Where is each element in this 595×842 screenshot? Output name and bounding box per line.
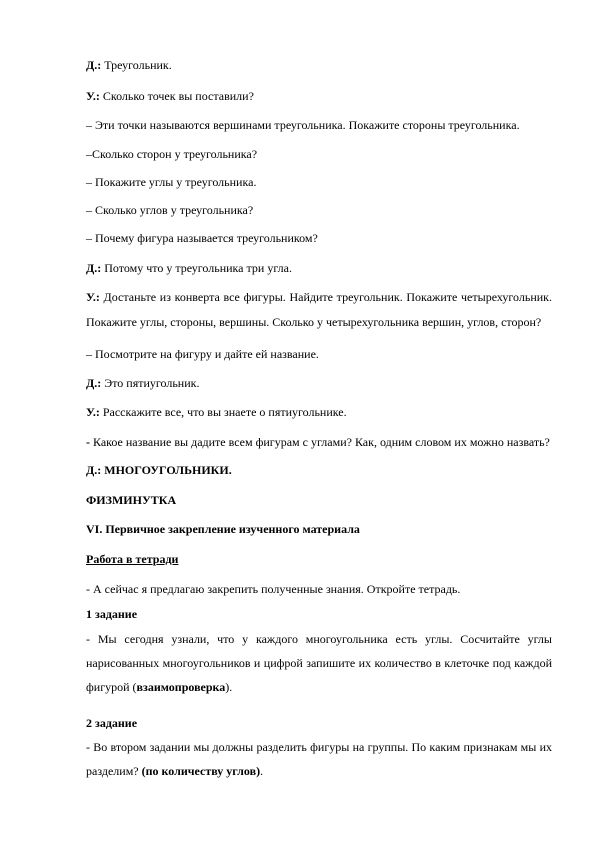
dialogue-line <box>86 405 347 419</box>
line-text: Какое название вы дадите всем фигурам с углами? Как, одним словом их можно назвать? <box>90 435 550 449</box>
paragraph-line: - Мы сегодня узнали, что у каждого многоугольника есть углы. Сосчитайте углы <box>86 632 552 646</box>
dialogue-line: – Почему фигура называется треугольником? <box>86 231 318 245</box>
paragraph-line <box>86 764 263 778</box>
task-heading-2: 2 задание <box>86 716 138 730</box>
emphasis-text: взаимопроверка <box>136 680 226 694</box>
dialogue-line: –Сколько сторон у треугольника? <box>86 147 258 161</box>
speaker-label: Д.: <box>86 261 102 275</box>
subheading-notebook-work: Работа в тетради <box>86 552 179 566</box>
dialogue-line <box>86 261 292 275</box>
speaker-label: У.: <box>86 405 100 419</box>
dialogue-line <box>86 376 199 390</box>
line-text: Это пятиугольник. <box>101 376 200 390</box>
line-text: фигурой ( <box>86 680 137 694</box>
speaker-label: Д.: <box>86 376 102 390</box>
dialogue-line <box>86 58 172 72</box>
speaker-label: Д.: <box>86 58 102 72</box>
task-heading-1: 1 задание <box>86 607 138 621</box>
section-heading-vi: VI. Первичное закрепление изученного материала <box>86 522 360 536</box>
line-text: Расскажите все, что вы знаете о пятиугольнике. <box>99 405 347 419</box>
section-heading-fizminutka: ФИЗМИНУТКА <box>86 493 177 507</box>
dialogue-line <box>86 89 254 103</box>
paragraph-line: - А сейчас я предлагаю закрепить полученные знания. Откройте тетрадь. <box>86 582 461 596</box>
speaker-label: У.: <box>86 89 100 103</box>
paragraph-line <box>86 680 232 694</box>
dash-marker: - <box>86 435 90 449</box>
dialogue-line <box>86 290 552 304</box>
line-text: . <box>260 764 264 778</box>
dialogue-line: – Покажите углы у треугольника. <box>86 175 257 189</box>
dialogue-line: – Сколько углов у треугольника? <box>86 203 254 217</box>
line-text: Сколько точек вы поставили? <box>99 89 254 103</box>
line-text: Потому что у треугольника три угла. <box>101 261 292 275</box>
dialogue-line: Покажите углы, стороны, вершины. Сколько у четырехугольника вершин, углов, сторон? <box>86 315 542 329</box>
children-answer: Д.: МНОГОУГОЛЬНИКИ. <box>86 463 232 477</box>
paragraph-line: нарисованных многоугольников и цифрой запишите их количество в клеточке под каждой <box>86 656 552 670</box>
line-text: ). <box>225 680 233 694</box>
speaker-label: У.: <box>86 290 100 304</box>
line-text: Достаньте из конверта все фигуры. Найдите треугольник. Покажите четырехугольник. <box>99 290 552 304</box>
dialogue-line <box>86 435 550 449</box>
emphasis-text: (по количеству углов) <box>141 764 261 778</box>
line-text: Треугольник. <box>101 58 172 72</box>
line-text: разделим? <box>86 764 142 778</box>
dialogue-line: – Эти точки называются вершинами треугольника. Покажите стороны треугольника. <box>86 118 520 132</box>
paragraph-line: - Во втором задании мы должны разделить фигуры на группы. По каким признакам мы их <box>86 740 552 754</box>
dialogue-line: – Посмотрите на фигуру и дайте ей название. <box>86 347 319 361</box>
